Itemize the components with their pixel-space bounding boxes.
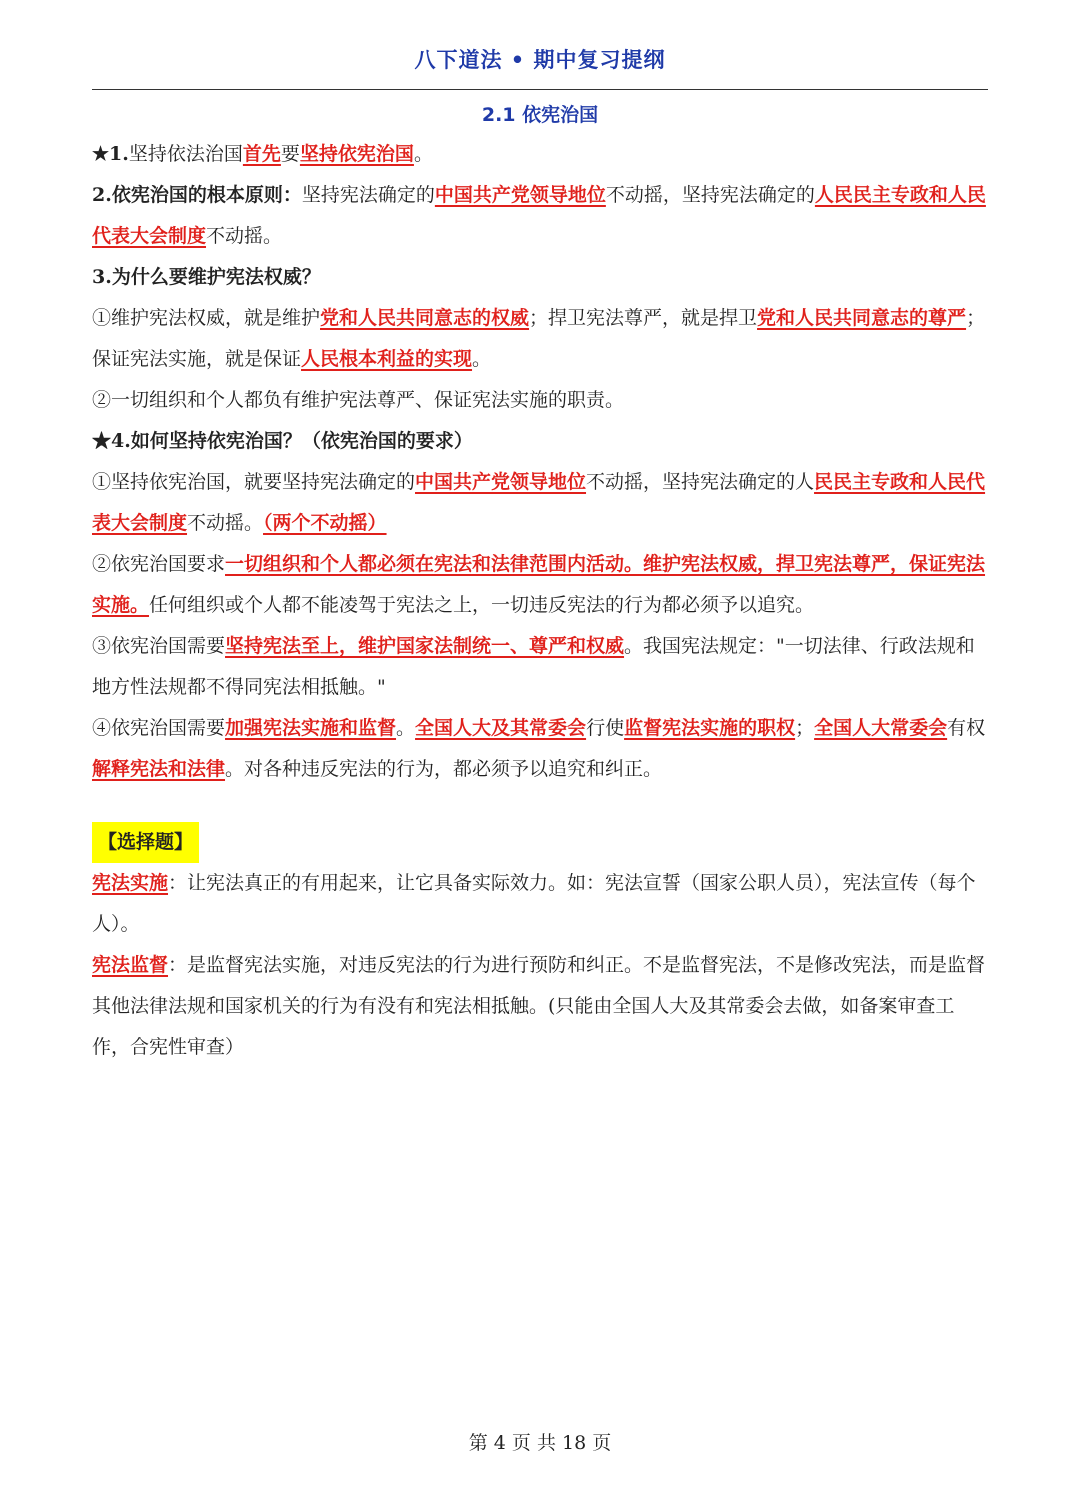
page-number: 第 4 页 共 18 页	[468, 1432, 612, 1454]
highlight: 一切组织和个人都必须在宪法和法律范围内活动。维护宪法权威，捍卫宪法尊严，保证宪法实施。	[92, 553, 986, 616]
choice-item-1	[92, 863, 988, 945]
section-title: 2.1 依宪治国	[481, 104, 599, 126]
text: ①维护宪法权威，就是维护	[92, 307, 321, 329]
document-body	[92, 134, 988, 1068]
highlight: 坚持宪法至上，维护国家法制统一、尊严和权威	[225, 635, 625, 657]
point-3-heading: 3.为什么要维护宪法权威？	[92, 266, 321, 288]
text: ①坚持依宪治国，就要坚持宪法确定的	[92, 471, 416, 493]
text: 。我国宪法规定："一切法律、行政法规和地方性法规都不得同宪法相抵触。"	[92, 635, 975, 698]
text: 不动摇，坚持宪法确定的人	[586, 471, 815, 493]
text: ；保证宪法实施，就是保证	[92, 307, 986, 370]
point-1-number: ★1.	[92, 143, 129, 165]
text: 。对各种违反宪法的行为，都必须予以追究和纠正。	[225, 758, 663, 780]
text: ：是监督宪法实施，对违反宪法的行为进行预防和纠正。不是监督宪法，不是修改宪法，而是监督其他法律法规和国家机关的行为有没有和宪法相抵触。(只能由全国人大及其常委会去做，如备案审查工作，合宪性审查）	[92, 954, 986, 1058]
text: 不动摇。	[187, 512, 264, 534]
point-3-answer-2: ②一切组织和个人都负有维护宪法尊严、保证宪法实施的职责。	[92, 389, 625, 411]
point-4-answer-1	[92, 462, 988, 544]
highlight: 宪法实施	[92, 872, 169, 894]
highlight: 加强宪法实施和监督	[225, 717, 397, 739]
highlight: 人民民主专政和人民代表大会制度	[92, 184, 986, 247]
point-2-heading: 2.依宪治国的根本原则：	[92, 184, 302, 206]
point-1	[92, 134, 988, 175]
text: ；	[795, 717, 815, 739]
header-divider	[92, 89, 988, 90]
highlight: 全国人大常委会	[814, 717, 948, 739]
document-header: 八下道法 • 期中复习提纲	[414, 48, 666, 72]
point-3-answer-1	[92, 298, 988, 380]
text: 行使	[586, 717, 625, 739]
highlight: 坚持依宪治国	[299, 143, 414, 165]
highlight: 首先	[242, 143, 281, 165]
text: 有权	[947, 717, 986, 739]
choice-item-2	[92, 945, 988, 1068]
highlight: 党和人民共同意志的尊严	[757, 307, 967, 329]
point-4-answer-4	[92, 708, 988, 790]
text: ②依宪治国要求	[92, 553, 226, 575]
choice-tag: 【选择题】	[92, 822, 199, 863]
text: ③依宪治国需要	[92, 635, 226, 657]
highlight: 宪法监督	[92, 954, 169, 976]
text: 要	[280, 143, 300, 165]
highlight: 党和人民共同意志的权威	[320, 307, 530, 329]
spacer	[92, 790, 988, 822]
text: 不动摇。	[206, 225, 283, 247]
highlight: （两个不动摇）	[263, 512, 387, 534]
text: 坚持依法治国	[128, 143, 243, 165]
highlight: 监督宪法实施的职权	[624, 717, 796, 739]
text: 任何组织或个人都不能凌驾于宪法之上，一切违反宪法的行为都必须予以追究。	[149, 594, 815, 616]
point-2	[92, 175, 988, 257]
highlight: 民民主专政和人民代表大会制度	[92, 471, 986, 534]
highlight: 中国共产党领导地位	[415, 471, 587, 493]
text: 。	[472, 348, 492, 370]
point-4-answer-3	[92, 626, 988, 708]
point-4-heading: ★4.如何坚持依宪治国？（依宪治国的要求）	[92, 430, 473, 452]
text: 不动摇，坚持宪法确定的	[605, 184, 815, 206]
highlight: 人民根本利益的实现	[301, 348, 473, 370]
text: 。	[396, 717, 416, 739]
highlight: 中国共产党领导地位	[434, 184, 606, 206]
choice-section-tag	[92, 822, 988, 863]
text: ④依宪治国需要	[92, 717, 226, 739]
text: 。	[413, 143, 433, 165]
highlight: 全国人大及其常委会	[415, 717, 587, 739]
text: ；捍卫宪法尊严，就是捍卫	[529, 307, 758, 329]
text: 坚持宪法确定的	[301, 184, 435, 206]
text: ：让宪法真正的有用起来，让它具备实际效力。如：宪法宣誓（国家公职人员），宪法宣传（每个人）。	[92, 872, 976, 935]
highlight: 解释宪法和法律	[92, 758, 226, 780]
point-4-answer-2	[92, 544, 988, 626]
